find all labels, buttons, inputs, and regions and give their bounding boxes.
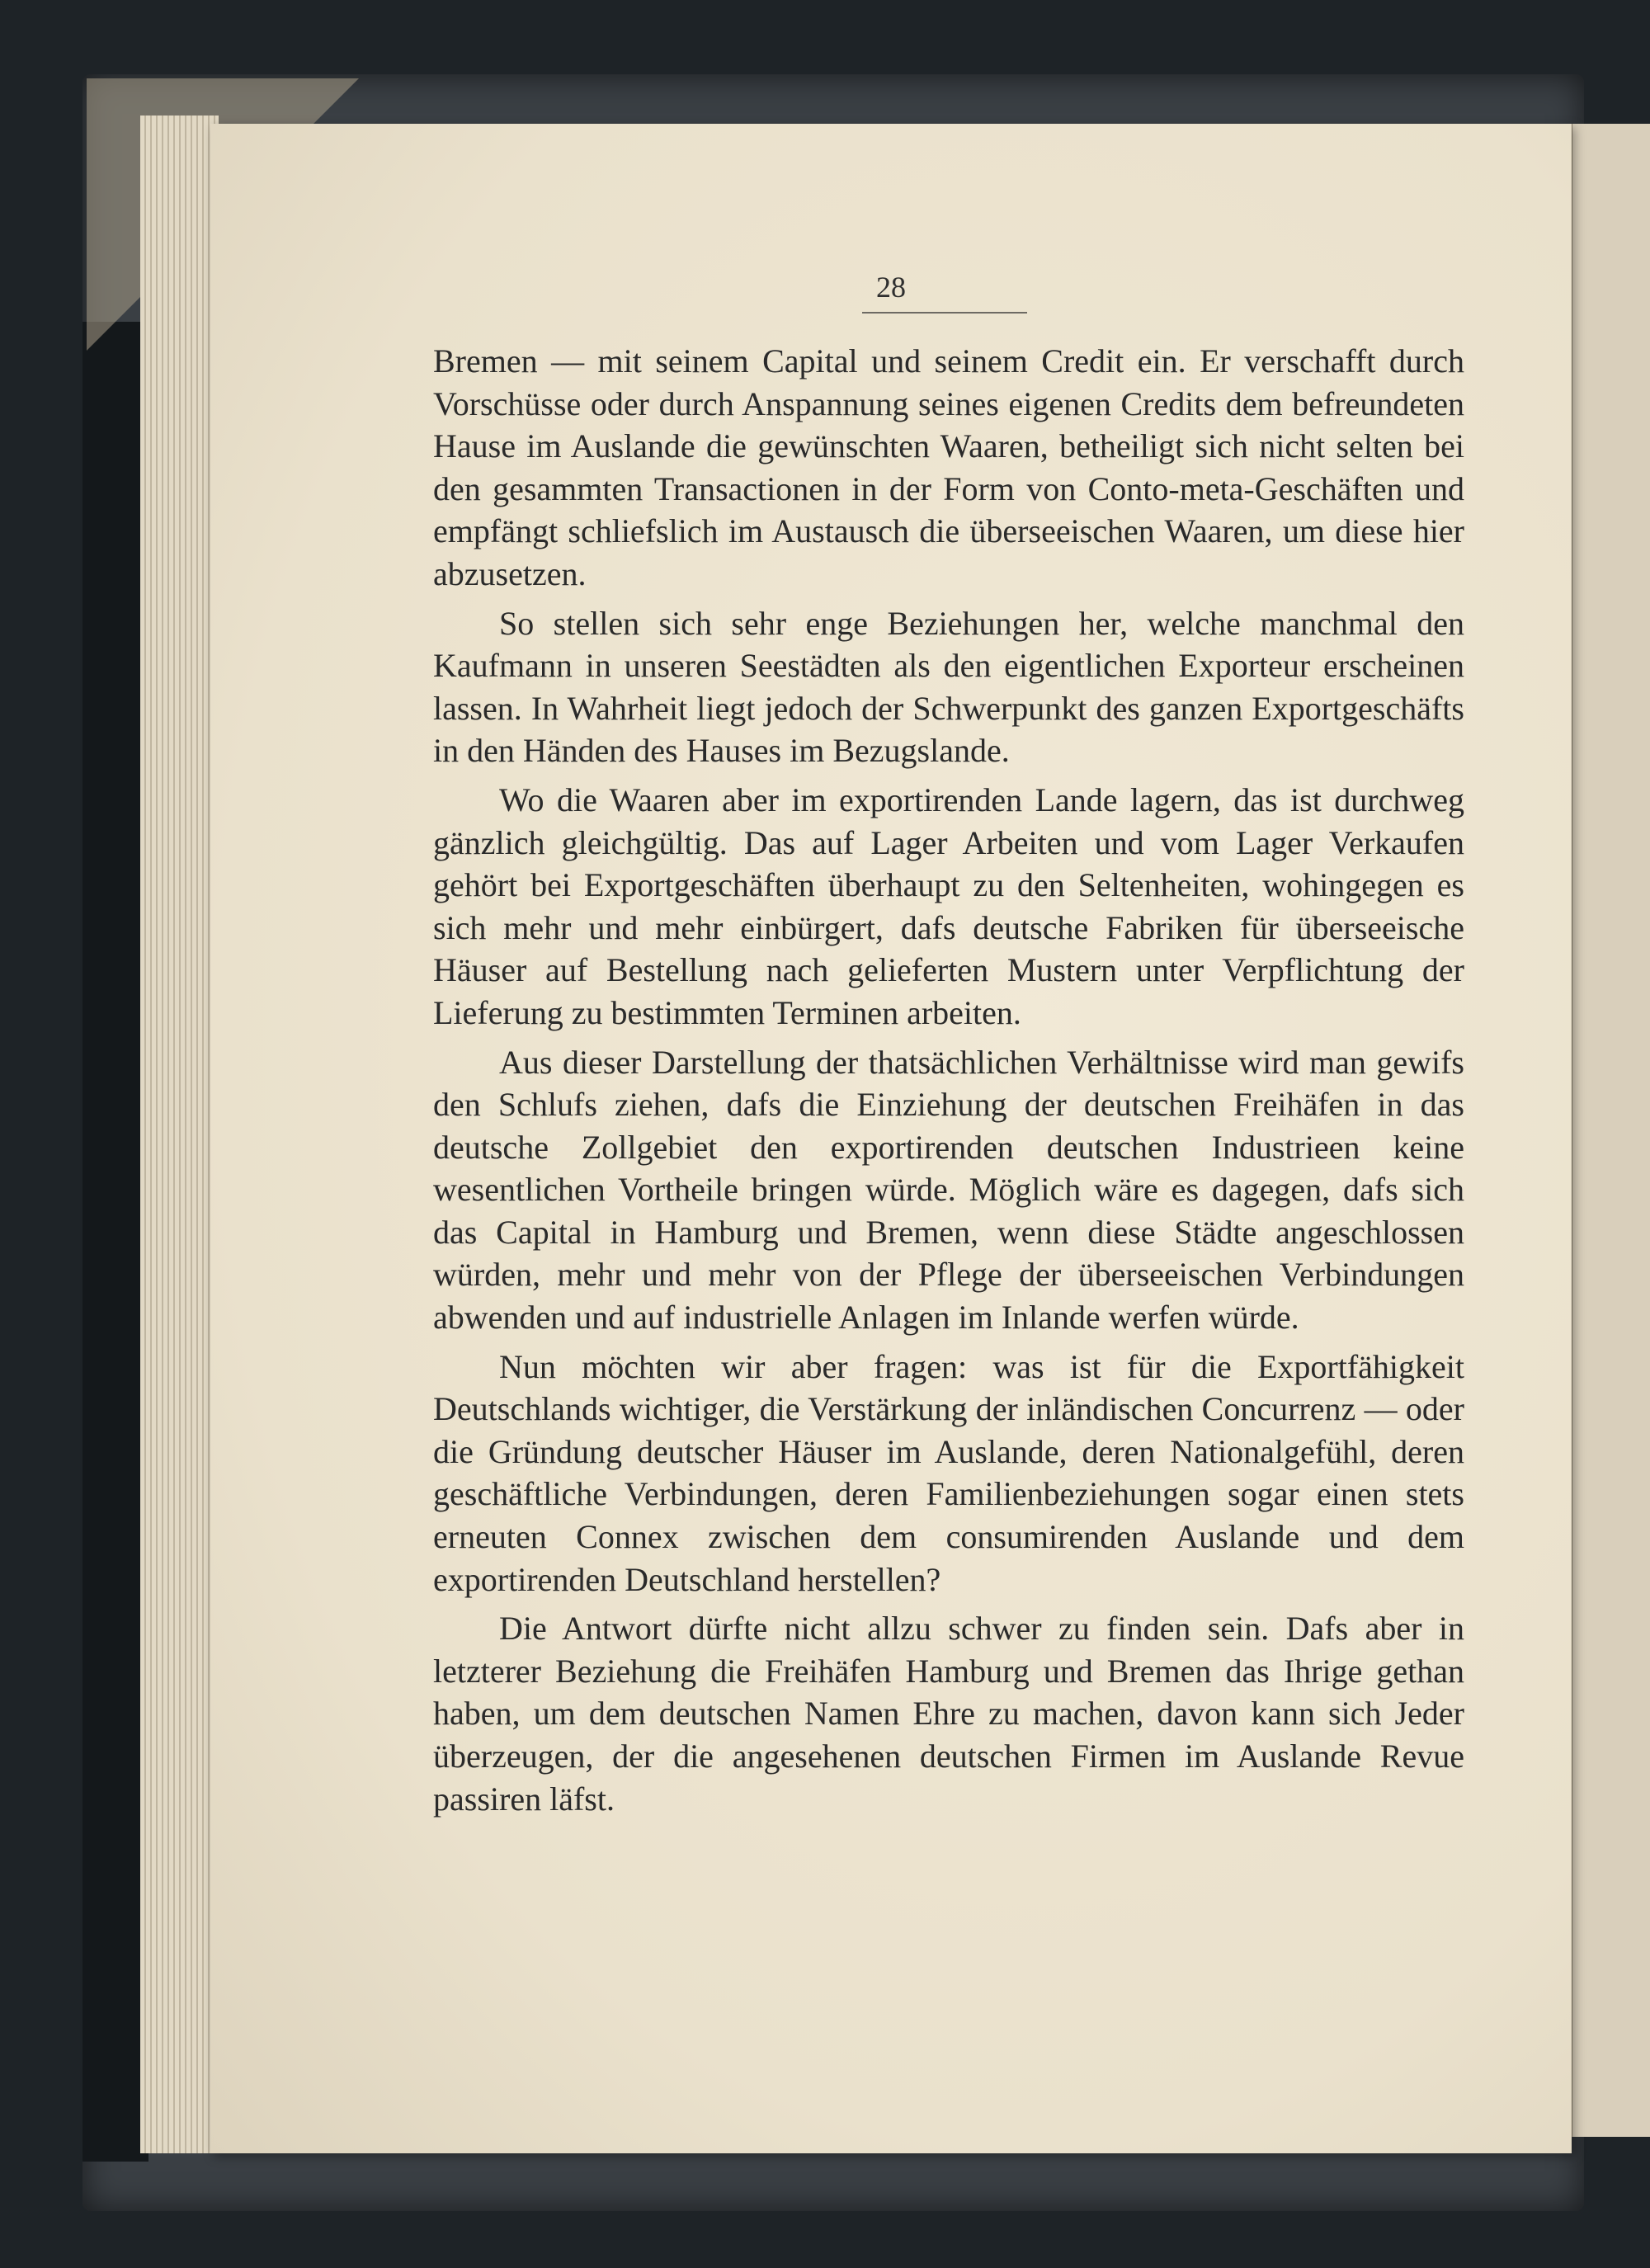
facing-page-edge [1568, 124, 1650, 2137]
paragraph-1: Bremen — mit seinem Capital und seinem Credit ein. Er verschafft durch Vorschüsse oder durch Anspannung seines eigenen Credits dem befreundeten Hause im Auslande die gewünschten Waaren, betheiligt sich nicht selten bei den gesammten Transactionen in der Form von Conto-meta-Geschäften und empfängt schliefslich im Austausch die überseeischen Waaren, um diese hier abzusetzen. [433, 342, 1464, 592]
paragraph-6: Die Antwort dürfte nicht allzu schwer zu finden sein. Dafs aber in letzterer Beziehung die Freihäfen Hamburg und Bremen das Ihrige gethan haben, um dem deutschen Namen Ehre zu machen, davon kann sich Jeder überzeugen, der die angesehenen deutschen Firmen im Auslande Revue passiren läfst. [433, 1610, 1464, 1818]
paragraph-3: Wo die Waaren aber im exportirenden Lande lagern, das ist durchweg gänzlich gleichgültig. Das auf Lager Arbeiten und vom Lager Verkaufen gehört bei Exportgeschäften überhaupt zu den Seltenheiten, wohingegen es sich mehr und mehr einbürgert, dafs deutsche Fabriken für überseeische Häuser auf Bestellung nach gelieferten Mustern unter Verpflichtung der Lieferung zu bestimmten Terminen arbeiten. [433, 780, 1464, 1031]
paragraph-2: So stellen sich sehr enge Beziehungen her, welche manchmal den Kaufmann in unseren Seestädten als den eigentlichen Exporteur erscheinen lassen. In Wahrheit liegt jedoch der Schwerpunkt des ganzen Exportgeschäfts in den Händen des Hauses im Bezugslande. [433, 604, 1464, 770]
page-number-rule [862, 312, 1027, 314]
paragraph-4: Aus dieser Darstellung der thatsächlichen Verhältnisse wird man gewifs den Schlufs ziehen, dafs die Einziehung der deutschen Freihäfen in das deutsche Zollgebiet den exportirenden deutschen Industrieen keine wesentlichen Vortheile bringen würde. Möglich wäre es dagegen, dafs sich das Capital in Hamburg und Bremen, wenn diese Städte angeschlossen würden, mehr und mehr von der Pflege der überseeischen Verbindungen abwenden und auf industrielle Anlagen im Inlande werfen würde. [433, 1043, 1464, 1337]
paragraph-5: Nun möchten wir aber fragen: was ist für die Exportfähigkeit Deutschlands wichtiger, die Verstärkung der inländischen Concurrenz — oder die Gründung deutscher Häuser im Auslande, deren Nationalgefühl, deren geschäftliche Verbindungen, deren Familienbeziehungen sogar einen stets erneuten Connex zwischen dem consumirenden Auslande und dem exportirenden Deutschland herstellen? [433, 1347, 1464, 1598]
page-stack-edges [140, 116, 219, 2153]
book-page [210, 124, 1572, 2153]
page-text-body [433, 340, 1464, 1827]
book-spine [82, 322, 148, 2162]
page-number: 28 [876, 271, 906, 304]
